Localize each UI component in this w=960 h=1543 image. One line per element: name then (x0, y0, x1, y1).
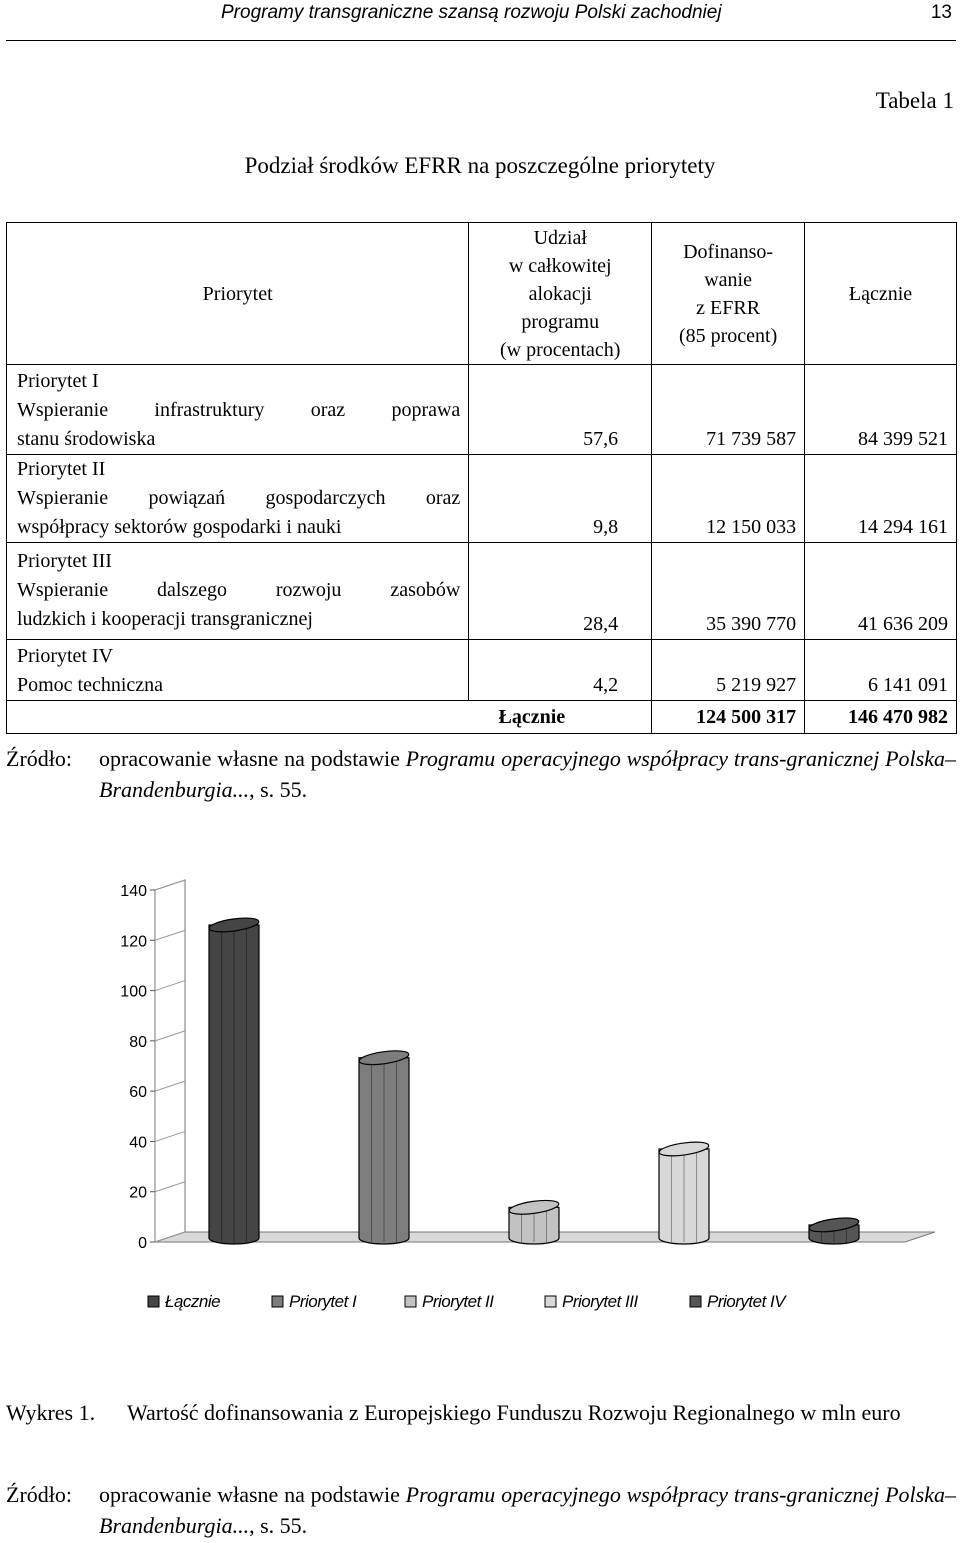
share-cell: 4,2 (469, 640, 652, 701)
bar-łącznie (208, 916, 259, 1244)
legend-swatch (405, 1296, 416, 1307)
chart-side-wall (155, 880, 185, 1242)
allocation-table (6, 222, 957, 734)
priority-desc: Wspieranie powiązań gospodarczych oraz (17, 487, 461, 509)
bar-chart (0, 855, 960, 1325)
priority-cell (7, 543, 469, 640)
y-tick-label: 100 (120, 983, 147, 1001)
header-cofinancing: Dofinanso- wanie z EFRR (85 procent) (652, 223, 805, 365)
y-tick-label: 0 (138, 1235, 147, 1252)
legend-label: Łącznie (165, 1292, 221, 1311)
bar-priorytet-i (358, 1048, 409, 1244)
chart-caption (6, 1394, 956, 1432)
total-total-cell: 146 470 982 (805, 701, 957, 734)
priority-desc-cont: ludzkich i kooperacji transgranicznej (17, 608, 313, 630)
y-tick-label: 40 (129, 1134, 147, 1152)
legend-label: Priorytet I (289, 1292, 357, 1311)
share-cell: 28,4 (469, 543, 652, 640)
priority-desc-cont: współpracy sektorów gospodarki i nauki (17, 516, 342, 538)
priority-cell (7, 365, 469, 455)
total-label: Łącznie (7, 701, 652, 734)
source-label: Źródło: (6, 1482, 72, 1507)
legend-swatch (272, 1296, 283, 1307)
bar-priorytet-iv (808, 1216, 859, 1244)
bar-priorytet-iii (658, 1140, 709, 1244)
header-priority: Priorytet (7, 223, 469, 365)
cofinancing-cell: 71 739 587 (652, 365, 805, 455)
source-label: Źródło: (6, 746, 72, 771)
chart-source (6, 1479, 956, 1541)
legend-swatch (545, 1296, 556, 1307)
priority-desc-cont: stanu środowiska (17, 428, 156, 450)
table-row (7, 455, 957, 543)
priority-cell (7, 455, 469, 543)
total-cell: 84 399 521 (805, 365, 957, 455)
priority-number: Priorytet II (17, 458, 106, 480)
source-pages: , s. 55. (249, 1513, 308, 1539)
header-total: Łącznie (805, 223, 957, 365)
priority-number: Priorytet III (17, 550, 112, 572)
cofinancing-cell: 35 390 770 (652, 543, 805, 640)
y-tick-label: 60 (129, 1084, 147, 1102)
cofinancing-cell: 5 219 927 (652, 640, 805, 701)
source-text (99, 743, 956, 805)
table-row (7, 543, 957, 640)
bar-priorytet-ii (508, 1198, 559, 1244)
priority-cell (7, 640, 469, 701)
header-share: Udział w całkowitej alokacji programu (w procentach) (469, 223, 652, 365)
priority-number: Priorytet IV (17, 645, 114, 667)
table-title: Podział środków EFRR na poszczególne priorytety (244, 153, 716, 178)
caption-text: Wartość dofinansowania z Europejskiego Funduszu Rozwoju Regionalnego w mln euro (127, 1400, 901, 1425)
table-source (6, 743, 956, 805)
cofinancing-cell: 12 150 033 (652, 455, 805, 543)
source-title: Programu operacyjnego współpracy trans-granicznej Polska–Brandenburgia... (99, 1482, 956, 1539)
legend-label: Priorytet III (562, 1292, 638, 1311)
y-tick-label: 80 (129, 1033, 147, 1051)
priority-number: Priorytet I (17, 370, 99, 392)
priority-desc: Wspieranie infrastruktury oraz poprawa (17, 399, 461, 421)
priority-desc: Pomoc techniczna (17, 674, 164, 696)
table-label: Tabela 1 (875, 88, 954, 113)
table-row (7, 365, 957, 455)
y-tick-label: 140 (120, 883, 147, 900)
y-tick-label: 120 (120, 933, 147, 951)
total-cell: 14 294 161 (805, 455, 957, 543)
page-number: 13 (930, 2, 952, 23)
running-header (6, 0, 956, 41)
caption-label: Wykres 1. (6, 1400, 96, 1425)
legend-label: Priorytet IV (707, 1292, 786, 1311)
table-row (7, 640, 957, 701)
legend-swatch (148, 1296, 159, 1307)
table-total-row (7, 701, 957, 734)
share-cell: 9,8 (469, 455, 652, 543)
total-cofinancing-cell: 124 500 317 (652, 701, 805, 734)
source-pages: , s. 55. (249, 777, 308, 803)
y-tick-label: 20 (129, 1184, 147, 1202)
legend-label: Priorytet II (422, 1292, 494, 1311)
share-cell: 57,6 (469, 365, 652, 455)
running-title: Programy transgraniczne szansą rozwoju Polski zachodniej (221, 2, 722, 23)
total-cell: 41 636 209 (805, 543, 957, 640)
legend-swatch (690, 1296, 701, 1307)
source-text-plain: opracowanie własne na podstawie (99, 1482, 406, 1507)
table-header-row (7, 223, 957, 365)
source-text (99, 1479, 956, 1541)
priority-desc: Wspieranie dalszego rozwoju zasobów (17, 579, 461, 601)
total-cell: 6 141 091 (805, 640, 957, 701)
source-title: Programu operacyjnego współpracy trans-granicznej Polska–Brandenburgia... (99, 746, 956, 803)
source-text-plain: opracowanie własne na podstawie (99, 746, 406, 771)
